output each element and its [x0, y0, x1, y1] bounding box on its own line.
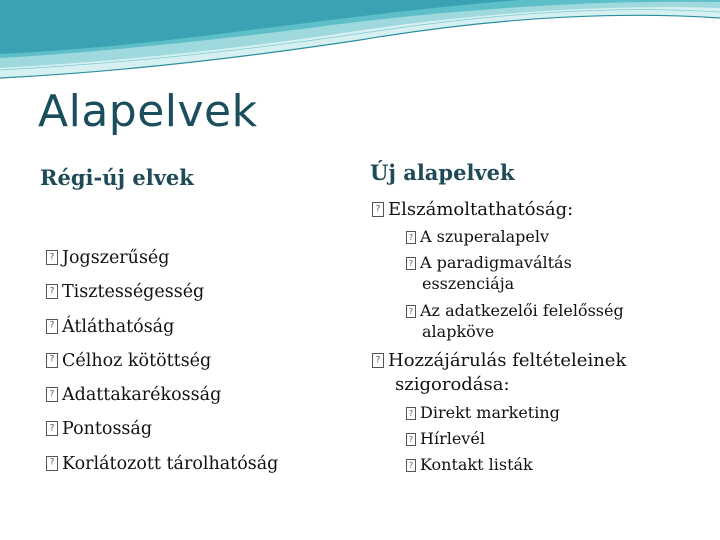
missing-glyph-box-icon: [46, 456, 58, 471]
missing-glyph-box-icon: [406, 257, 416, 270]
list-item: ?Korlátozott tárolhatóság: [46, 449, 278, 483]
left-bullet-list: [46, 243, 278, 483]
missing-glyph-box-icon: [372, 353, 384, 368]
missing-glyph-box-icon: [46, 421, 58, 436]
list-item: ?Jogszerűség: [46, 243, 278, 277]
list-item: ?Adattakarékosság: [46, 380, 278, 414]
consent-conditions-item: ?Hozzájárulás feltételeinek szigorodása:: [372, 349, 626, 397]
missing-glyph-box-icon: [406, 459, 416, 472]
sub-list-item: ?Az adatkezelői felelősség alapköve: [406, 300, 624, 342]
missing-glyph-box-icon: [406, 433, 416, 446]
sub-list-item: ?Direkt marketing: [406, 402, 560, 423]
missing-glyph-box-icon: [46, 284, 58, 299]
sub-list-item: ?Hírlevél: [406, 428, 485, 449]
sub-list-item: ?Kontakt listák: [406, 454, 533, 475]
missing-glyph-box-icon: [46, 319, 58, 334]
accountability-item: ?Elszámoltathatóság:: [372, 198, 573, 222]
missing-glyph-box-icon: [372, 202, 384, 217]
slide-title: Alapelvek: [38, 86, 258, 137]
sub-list-item: ?A paradigmaváltás esszenciája: [406, 252, 572, 294]
missing-glyph-box-icon: [46, 353, 58, 368]
list-item: ?Átláthatóság: [46, 312, 278, 346]
missing-glyph-box-icon: [46, 387, 58, 402]
missing-glyph-box-icon: [46, 250, 58, 265]
header-wave-decoration: [0, 0, 720, 90]
missing-glyph-box-icon: [406, 305, 416, 318]
list-item: ?Pontosság: [46, 414, 278, 448]
missing-glyph-box-icon: [406, 231, 416, 244]
list-item: ?Célhoz kötöttség: [46, 346, 278, 380]
left-column-heading: Régi-új elvek: [40, 165, 194, 190]
missing-glyph-box-icon: [406, 407, 416, 420]
right-column-heading: Új alapelvek: [370, 160, 515, 185]
list-item: ?Tisztességesség: [46, 277, 278, 311]
sub-list-item: ?A szuperalapelv: [406, 226, 549, 247]
